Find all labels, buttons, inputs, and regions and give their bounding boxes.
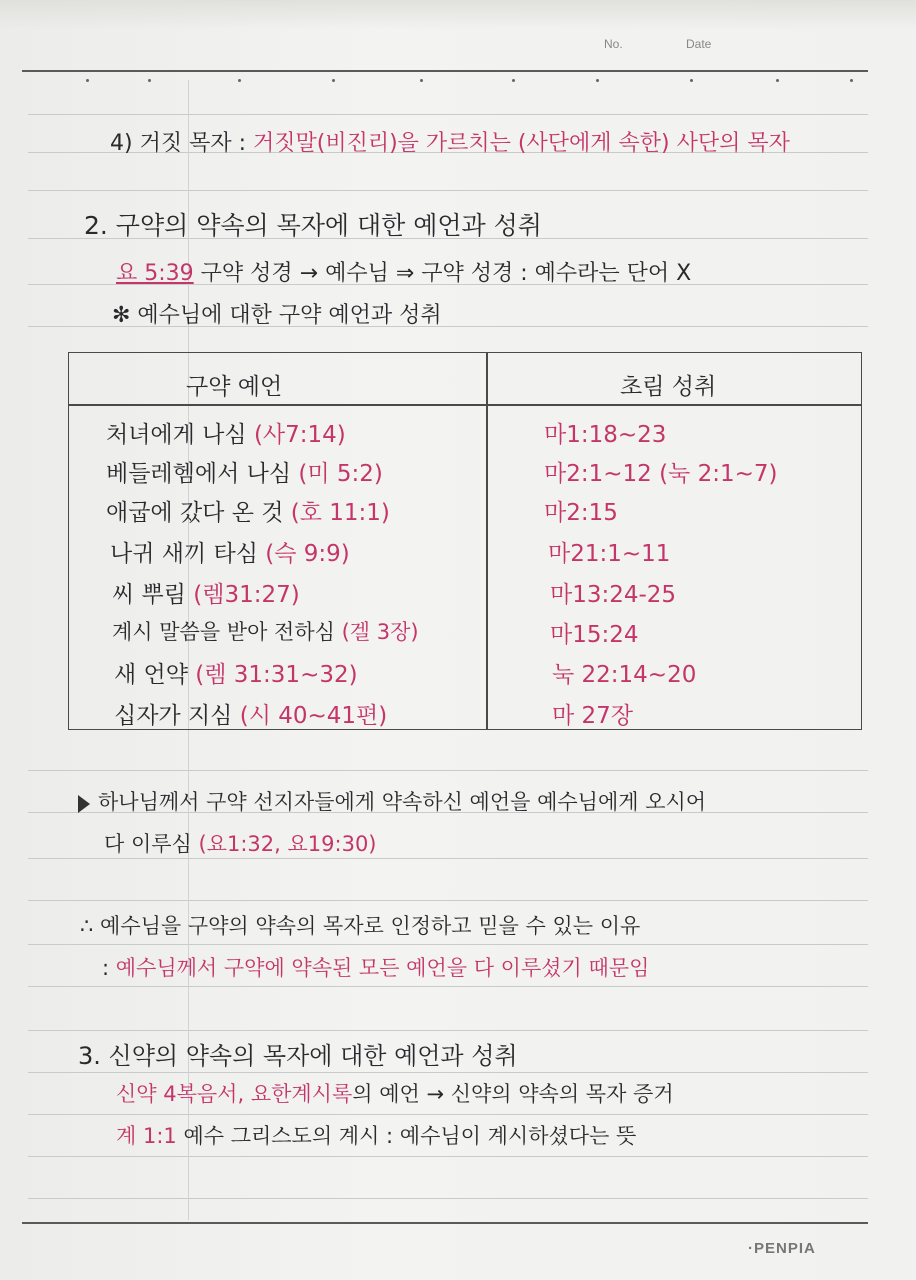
prophecy-text: 처녀에게 나심 [106,422,247,448]
ruled-line [28,1156,868,1157]
ruled-line [28,1072,868,1073]
dot-mark [850,79,853,82]
table-column-divider [486,352,488,730]
item-4-line [110,126,790,157]
date-label: Date [686,37,712,51]
fulfillment-ref: 마2:1~12 (눅 2:1~7) [544,461,778,487]
no-label: No. [604,37,623,51]
prophecy-ref: (호 11:1) [290,500,390,526]
dot-mark [420,79,423,82]
dot-mark [776,79,779,82]
item-4-text: 거짓말(비진리)을 가르치는 (사단에게 속한) 사단의 목자 [252,131,790,156]
fulfillment-ref: 마 27장 [552,703,634,729]
item-4-prefix: 4) 거짓 목자 : [110,131,246,156]
ruled-line [28,190,868,191]
prophecy-text: 새 언약 [114,662,188,688]
prophecy-ref: (미 5:2) [298,461,383,487]
prophecy-text: 십자가 지심 [114,703,233,729]
section-2-line1-rest: 구약 성경 → 예수님 ⇒ 구약 성경 : 예수라는 단어 X [200,261,692,286]
table-row [106,494,390,527]
summary-line1: 하나님께서 구약 선지자들에게 약속하신 예언을 예수님에게 오시어 [98,790,707,814]
page-shadow [0,0,916,30]
table-row [112,576,300,609]
section-3-ref: 계 1:1 [116,1124,177,1148]
conclusion-line1: ∴ 예수님을 구약의 약속의 목자로 인정하고 믿을 수 있는 이유 [80,914,641,938]
prophecy-text: 나귀 새끼 타심 [110,541,258,567]
triangle-bullet-icon [78,795,90,813]
prophecy-ref: (겔 3장) [341,620,419,644]
prophecy-ref: (렘 31:31~32) [195,662,358,688]
section-2-line1 [116,256,691,287]
conclusion-colon: : [102,956,110,980]
bottom-rule [22,1222,868,1224]
fulfillment-ref: 마2:15 [544,500,618,526]
summary-ref: (요1:32, 요19:30) [198,832,377,856]
ruled-line [28,1030,868,1031]
fulfillment-ref: 마13:24-25 [550,582,677,608]
table-row [114,697,387,730]
prophecy-ref: (렘31:27) [193,582,300,608]
section-3-line2 [116,1120,636,1150]
prophecy-text: 씨 뿌림 [112,582,186,608]
brand-logo: ·PENPIA [748,1240,816,1257]
section-2-ref: 요 5:39 [116,261,194,286]
prophecy-text: 계시 말씀을 받아 전하심 [112,620,335,644]
ruled-line [28,114,868,115]
dot-mark [596,79,599,82]
dot-mark [690,79,693,82]
top-rule [22,70,868,72]
section-2-title: 2. 구약의 약속의 목자에 대한 예언과 성취 [84,211,542,240]
section-3-line2-rest: 예수 그리스도의 계시 : 예수님이 계시하셨다는 뜻 [183,1124,637,1148]
section-3-books: 신약 4복음서, 요한계시록 [116,1082,353,1106]
section-3-line1 [116,1078,674,1108]
ruled-line [28,900,868,901]
ruled-line [28,1114,868,1115]
fulfillment-ref: 마21:1~11 [548,541,671,567]
ruled-line [28,858,868,859]
dot-mark [332,79,335,82]
fulfillment-ref: 마15:24 [550,622,639,648]
dot-mark [148,79,151,82]
ruled-line [28,986,868,987]
section-2-line2: ✻ 예수님에 대한 구약 예언과 성취 [112,303,442,328]
ruled-line [28,944,868,945]
ruled-line [28,1198,868,1199]
prophecy-text: 애굽에 갔다 온 것 [106,500,284,526]
table-header-prophecy: 구약 예언 [186,374,283,400]
table-row [114,656,358,689]
conclusion-text: 예수님께서 구약에 약속된 모든 예언을 다 이루셨기 때문임 [115,956,650,980]
dot-mark [86,79,89,82]
prophecy-text: 베들레헴에서 나심 [106,461,292,487]
prophecy-ref: (사7:14) [253,422,346,448]
prophecy-ref: (시 40~41편) [239,703,388,729]
summary-line2 [104,828,377,858]
table-row [106,455,383,488]
prophecy-ref: (슥 9:9) [265,541,350,567]
dot-mark [512,79,515,82]
dot-mark [238,79,241,82]
fulfillment-ref: 눅 22:14~20 [552,662,697,688]
section-3-line1-rest: 의 예언 → 신약의 약속의 목자 증거 [352,1082,674,1106]
fulfillment-ref: 마1:18~23 [544,422,667,448]
ruled-line [28,770,868,771]
table-row [110,535,350,568]
table-row [112,616,419,646]
table-row [106,416,346,449]
table-header-fulfillment: 초림 성취 [620,374,717,400]
table-header-rule [68,404,862,406]
section-3-title: 3. 신약의 약속의 목자에 대한 예언과 성취 [78,1042,518,1070]
summary-line2-prefix: 다 이루심 [104,832,192,856]
conclusion-line2 [102,952,649,982]
